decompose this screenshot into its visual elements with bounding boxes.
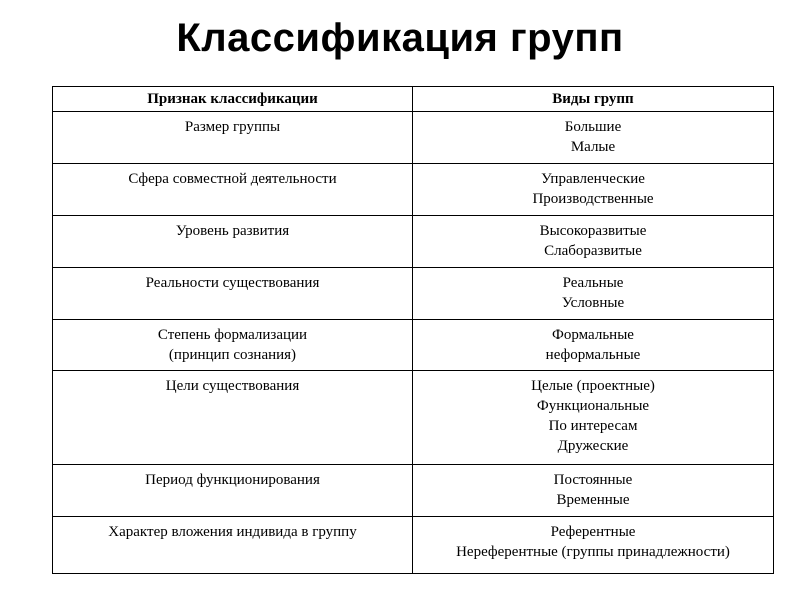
group-type: По интересам xyxy=(548,418,638,434)
criterion-cell xyxy=(53,216,413,268)
group-type: Постоянные xyxy=(553,472,633,488)
group-type: Малые xyxy=(570,139,616,155)
group-type: Целые (проектные) xyxy=(531,378,655,394)
criterion-cell xyxy=(53,164,413,216)
types-cell xyxy=(413,320,774,371)
group-type: Нереферентные (группы принадлежности) xyxy=(456,544,730,560)
criterion-cell xyxy=(53,371,413,465)
table-row xyxy=(53,517,774,574)
criterion-text: Цели существования xyxy=(165,378,300,394)
types-cell xyxy=(413,371,774,465)
group-type: Реальные xyxy=(562,275,624,291)
types-cell xyxy=(413,164,774,216)
criterion-text: Размер группы xyxy=(184,119,281,135)
table-row xyxy=(53,465,774,517)
group-type: Дружеские xyxy=(557,438,629,454)
criterion-text: (принцип сознания) xyxy=(168,347,297,363)
criterion-cell xyxy=(53,465,413,517)
group-type: Слаборазвитые xyxy=(544,243,642,259)
types-cell xyxy=(413,465,774,517)
group-type: Условные xyxy=(561,295,625,311)
types-cell xyxy=(413,216,774,268)
header-group-types: Виды групп xyxy=(413,87,774,112)
classification-table xyxy=(52,86,774,574)
group-type: Большие xyxy=(564,119,622,135)
criterion-cell xyxy=(53,268,413,320)
group-type: Управленческие xyxy=(541,171,645,187)
table-row xyxy=(53,112,774,164)
group-type: Производственные xyxy=(532,191,654,207)
criterion-cell xyxy=(53,517,413,574)
criterion-text: Период функционирования xyxy=(145,472,320,488)
table-row xyxy=(53,371,774,465)
types-cell xyxy=(413,268,774,320)
table-row xyxy=(53,320,774,371)
table-row xyxy=(53,164,774,216)
page-title: Классификация групп xyxy=(176,16,624,60)
table-row xyxy=(53,216,774,268)
criterion-text: Уровень развития xyxy=(175,223,290,239)
group-type: неформальные xyxy=(545,347,641,363)
group-type: Функциональные xyxy=(536,398,650,414)
group-type: Формальные xyxy=(552,327,634,343)
criterion-cell xyxy=(53,320,413,371)
group-type: Временные xyxy=(556,492,630,508)
table-header-row xyxy=(53,87,774,112)
criterion-text: Характер вложения индивида в группу xyxy=(108,524,357,540)
criterion-text: Сфера совместной деятельности xyxy=(128,171,337,187)
types-cell xyxy=(413,517,774,574)
types-cell xyxy=(413,112,774,164)
table-row xyxy=(53,268,774,320)
group-type: Референтные xyxy=(550,524,636,540)
header-criterion: Признак классификации xyxy=(53,87,413,112)
group-type: Высокоразвитые xyxy=(539,223,647,239)
criterion-text: Степень формализации xyxy=(157,327,308,343)
criterion-text: Реальности существования xyxy=(145,275,320,291)
criterion-cell xyxy=(53,112,413,164)
